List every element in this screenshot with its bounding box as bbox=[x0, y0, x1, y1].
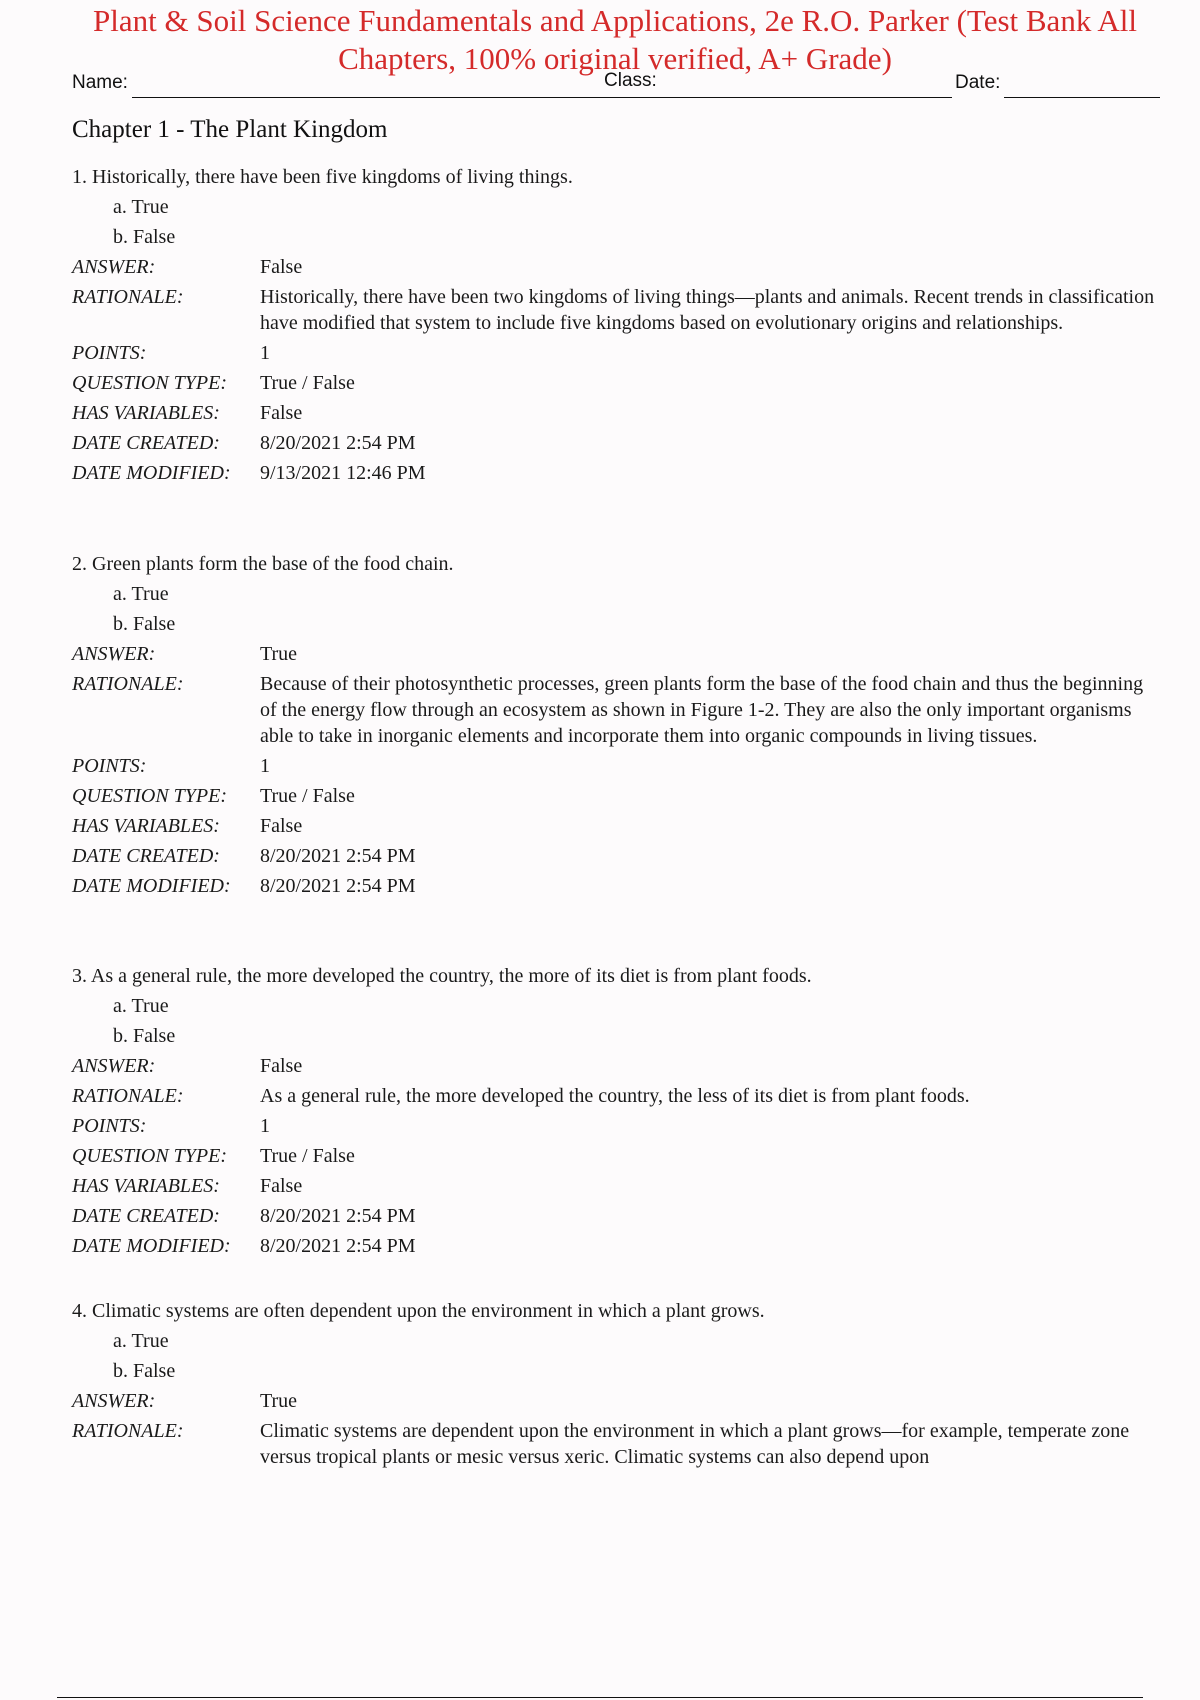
question-type-value: True / False bbox=[260, 372, 355, 394]
date-modified-label: DATE MODIFIED: bbox=[72, 875, 231, 897]
rationale-row bbox=[72, 1083, 1162, 1113]
answer-label: ANSWER: bbox=[72, 256, 156, 278]
rationale-text: Because of their photosynthetic processes, green plants form the base of the food chain and thus the beginning of the energy flow through an ecosystem as shown in Figure 1-2. They are also the only important organisms able to take in inorganic elements and incorporate them into organic compounds in living tissues. bbox=[260, 673, 1144, 747]
date-modified-value: 8/20/2021 2:54 PM bbox=[260, 1235, 416, 1257]
date-created-row bbox=[72, 843, 1162, 873]
document-title: Plant & Soil Science Fundamentals and Applications, 2e R.O. Parker (Test Bank All Chapters, 100% original verified, A+ Grade) bbox=[93, 3, 1137, 76]
points-label: POINTS: bbox=[72, 342, 147, 364]
rationale-label: RATIONALE: bbox=[72, 286, 184, 308]
date-modified-row bbox=[72, 460, 1162, 490]
answer-row bbox=[72, 1388, 1162, 1418]
date-modified-row bbox=[72, 873, 1162, 903]
rationale-label: RATIONALE: bbox=[72, 1085, 184, 1107]
question-type-row bbox=[72, 783, 1162, 813]
option-false: b. False bbox=[113, 1360, 176, 1382]
option-false: b. False bbox=[113, 226, 176, 248]
page-bottom-rule bbox=[57, 1697, 1143, 1698]
option-true: a. True bbox=[113, 1330, 169, 1352]
question-block bbox=[72, 551, 1162, 903]
has-variables-value: False bbox=[260, 815, 303, 837]
answer-value: False bbox=[260, 256, 303, 278]
student-info-row bbox=[72, 72, 1160, 100]
rationale-text: Climatic systems are dependent upon the environment in which a plant grows—for example, temperate zone versus tropical plants or mesic versus xeric. Climatic systems can also depend upon bbox=[260, 1420, 1130, 1468]
question-stem: 2. Green plants form the base of the food chain. bbox=[72, 553, 454, 575]
class-blank bbox=[662, 97, 952, 98]
has-variables-value: False bbox=[260, 402, 303, 424]
date-label: Date: bbox=[955, 72, 1001, 93]
date-created-row bbox=[72, 430, 1162, 460]
has-variables-row bbox=[72, 813, 1162, 843]
question-stem: 1. Historically, there have been five kingdoms of living things. bbox=[72, 166, 573, 188]
question-type-value: True / False bbox=[260, 785, 355, 807]
option-false: b. False bbox=[113, 613, 176, 635]
class-label: Class: bbox=[604, 70, 657, 91]
answer-value: True bbox=[260, 1390, 298, 1412]
has-variables-label: HAS VARIABLES: bbox=[72, 402, 220, 424]
answer-value: False bbox=[260, 1055, 303, 1077]
has-variables-row bbox=[72, 400, 1162, 430]
question-block bbox=[72, 1298, 1162, 1474]
option-true: a. True bbox=[113, 995, 169, 1017]
rationale-text: Historically, there have been two kingdoms of living things—plants and animals. Recent trends in classification have modified that system to include five kingdoms based on evolutionary origins and relationships. bbox=[260, 286, 1155, 334]
name-blank bbox=[132, 97, 670, 98]
date-blank bbox=[1004, 97, 1160, 98]
points-value: 1 bbox=[260, 342, 270, 364]
question-type-label: QUESTION TYPE: bbox=[72, 372, 228, 394]
date-modified-label: DATE MODIFIED: bbox=[72, 1235, 231, 1257]
points-row bbox=[72, 340, 1162, 370]
rationale-row bbox=[72, 671, 1162, 749]
answer-label: ANSWER: bbox=[72, 643, 156, 665]
option-true: a. True bbox=[113, 583, 169, 605]
date-created-label: DATE CREATED: bbox=[72, 1205, 220, 1227]
date-modified-value: 8/20/2021 2:54 PM bbox=[260, 875, 416, 897]
question-type-label: QUESTION TYPE: bbox=[72, 785, 228, 807]
date-created-value: 8/20/2021 2:54 PM bbox=[260, 432, 416, 454]
date-created-label: DATE CREATED: bbox=[72, 845, 220, 867]
chapter-heading: Chapter 1 - The Plant Kingdom bbox=[72, 116, 388, 143]
question-block bbox=[72, 963, 1162, 1263]
option-false: b. False bbox=[113, 1025, 176, 1047]
question-type-row bbox=[72, 1143, 1162, 1173]
date-modified-row bbox=[72, 1233, 1162, 1263]
question-block bbox=[72, 164, 1162, 490]
date-created-row bbox=[72, 1203, 1162, 1233]
question-stem: 4. Climatic systems are often dependent upon the environment in which a plant grows. bbox=[72, 1300, 765, 1322]
answer-row bbox=[72, 254, 1162, 284]
has-variables-value: False bbox=[260, 1175, 303, 1197]
has-variables-label: HAS VARIABLES: bbox=[72, 815, 220, 837]
date-created-value: 8/20/2021 2:54 PM bbox=[260, 845, 416, 867]
question-stem: 3. As a general rule, the more developed the country, the more of its diet is from plant foods. bbox=[72, 965, 812, 987]
question-type-value: True / False bbox=[260, 1145, 355, 1167]
points-row bbox=[72, 1113, 1162, 1143]
question-type-row bbox=[72, 370, 1162, 400]
date-created-value: 8/20/2021 2:54 PM bbox=[260, 1205, 416, 1227]
has-variables-row bbox=[72, 1173, 1162, 1203]
rationale-label: RATIONALE: bbox=[72, 1420, 184, 1442]
rationale-text: As a general rule, the more developed the country, the less of its diet is from plant foods. bbox=[260, 1085, 970, 1107]
answer-value: True bbox=[260, 643, 298, 665]
points-label: POINTS: bbox=[72, 1115, 147, 1137]
has-variables-label: HAS VARIABLES: bbox=[72, 1175, 220, 1197]
rationale-label: RATIONALE: bbox=[72, 673, 184, 695]
points-value: 1 bbox=[260, 755, 270, 777]
option-true: a. True bbox=[113, 196, 169, 218]
points-value: 1 bbox=[260, 1115, 270, 1137]
question-type-label: QUESTION TYPE: bbox=[72, 1145, 228, 1167]
date-created-label: DATE CREATED: bbox=[72, 432, 220, 454]
answer-row bbox=[72, 641, 1162, 671]
date-modified-value: 9/13/2021 12:46 PM bbox=[260, 462, 426, 484]
points-label: POINTS: bbox=[72, 755, 147, 777]
answer-label: ANSWER: bbox=[72, 1055, 156, 1077]
date-modified-label: DATE MODIFIED: bbox=[72, 462, 231, 484]
rationale-row bbox=[72, 1418, 1162, 1470]
answer-row bbox=[72, 1053, 1162, 1083]
answer-label: ANSWER: bbox=[72, 1390, 156, 1412]
points-row bbox=[72, 753, 1162, 783]
name-label: Name: bbox=[72, 72, 128, 93]
rationale-row bbox=[72, 284, 1162, 336]
